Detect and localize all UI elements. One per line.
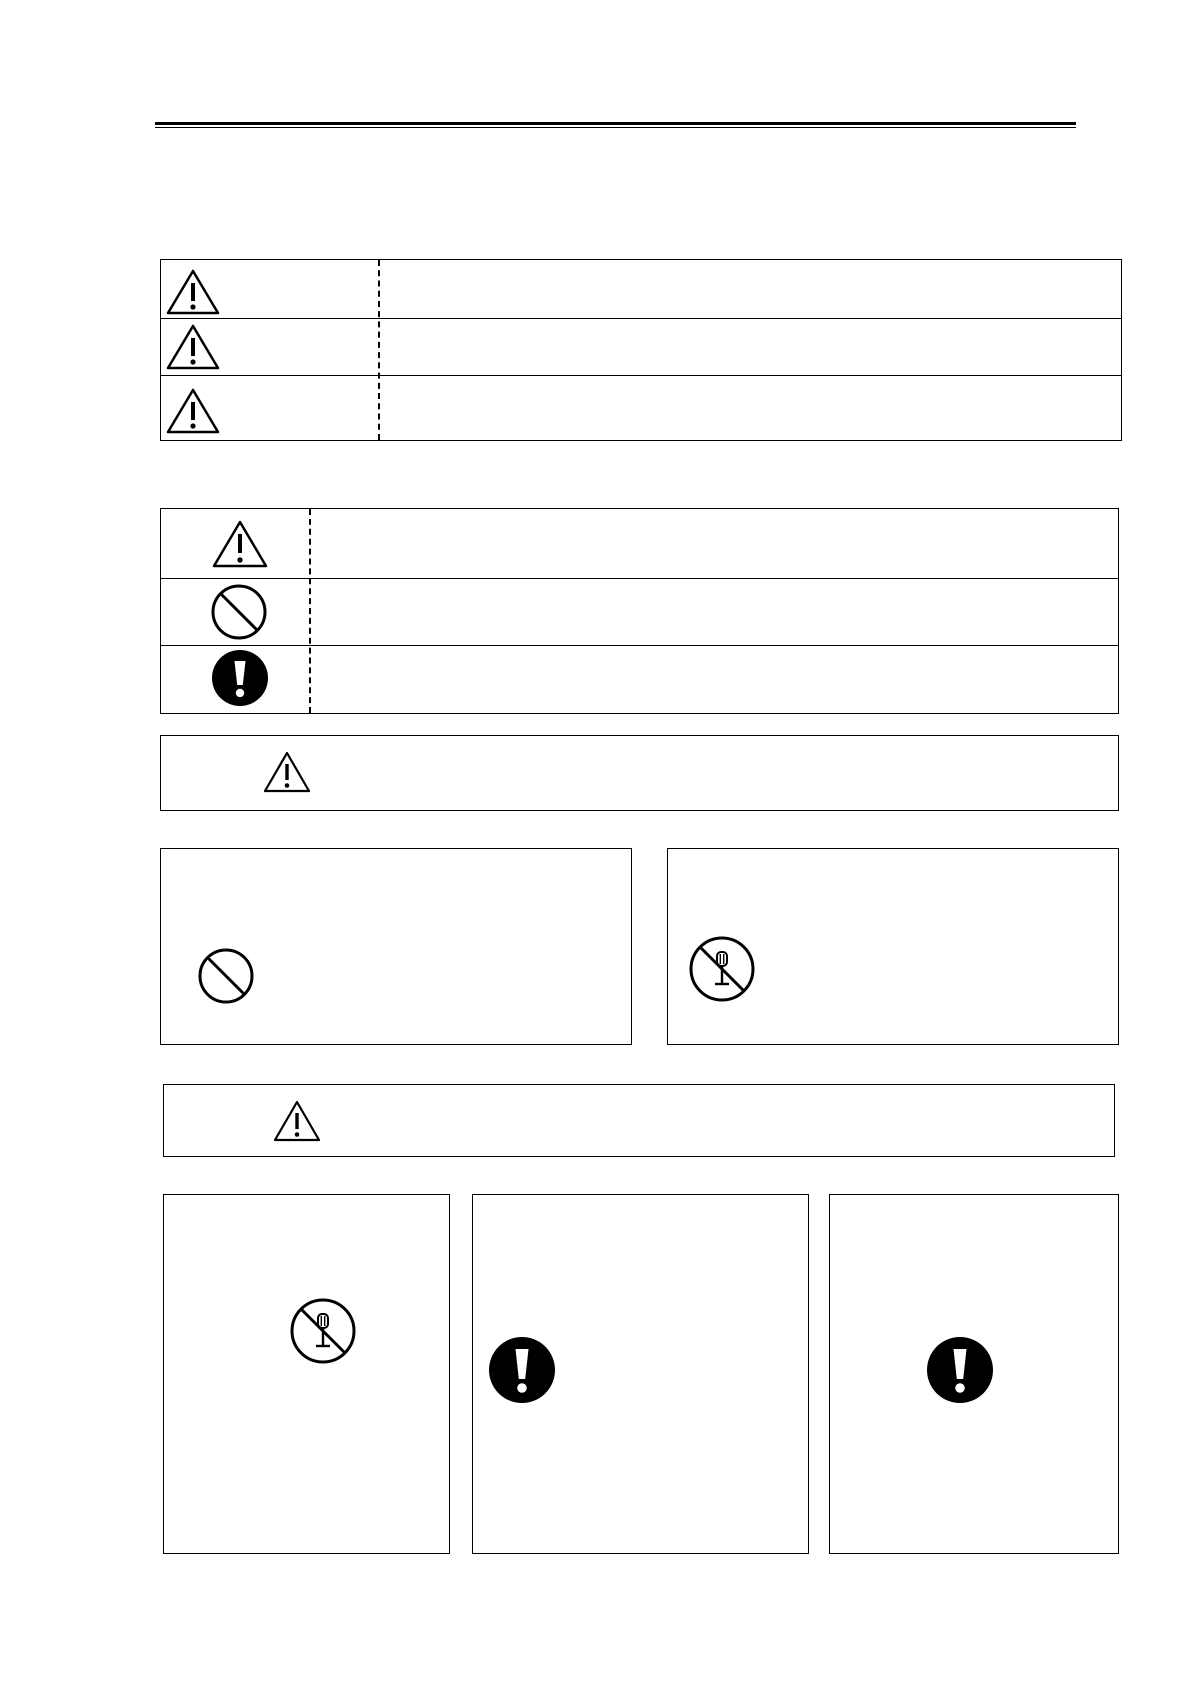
section-1-header [160,735,1119,811]
header-rule-top [155,122,1076,125]
no-disassembly-icon [289,1297,357,1365]
prohibition-circle-icon [197,947,255,1005]
warning-triangle-icon [165,268,221,316]
mandatory-exclamation-icon [488,1336,556,1404]
mandatory-exclamation-icon [211,649,269,707]
row-separator [161,318,1121,319]
table-divider [378,260,380,440]
table-divider [309,509,311,713]
warning-triangle-icon [262,750,312,794]
section-2-header [163,1084,1115,1157]
section-2-panel-3 [829,1194,1119,1554]
section-1-panel-2 [667,848,1119,1045]
warning-triangle-icon [165,387,221,435]
header-rule-bottom [155,127,1076,128]
section-1-panel-1 [160,848,632,1045]
warning-triangle-icon [211,519,269,569]
symbols-table [160,508,1119,714]
signal-words-table [160,259,1122,441]
section-2-panel-2 [472,1194,809,1554]
row-separator [161,645,1118,646]
warning-triangle-icon [272,1099,322,1143]
section-2-panel-1 [163,1194,450,1554]
no-disassembly-icon [688,935,756,1003]
warning-triangle-icon [165,323,221,371]
row-separator [161,578,1118,579]
prohibition-circle-icon [210,583,268,641]
row-separator [161,375,1121,376]
mandatory-exclamation-icon [926,1336,994,1404]
